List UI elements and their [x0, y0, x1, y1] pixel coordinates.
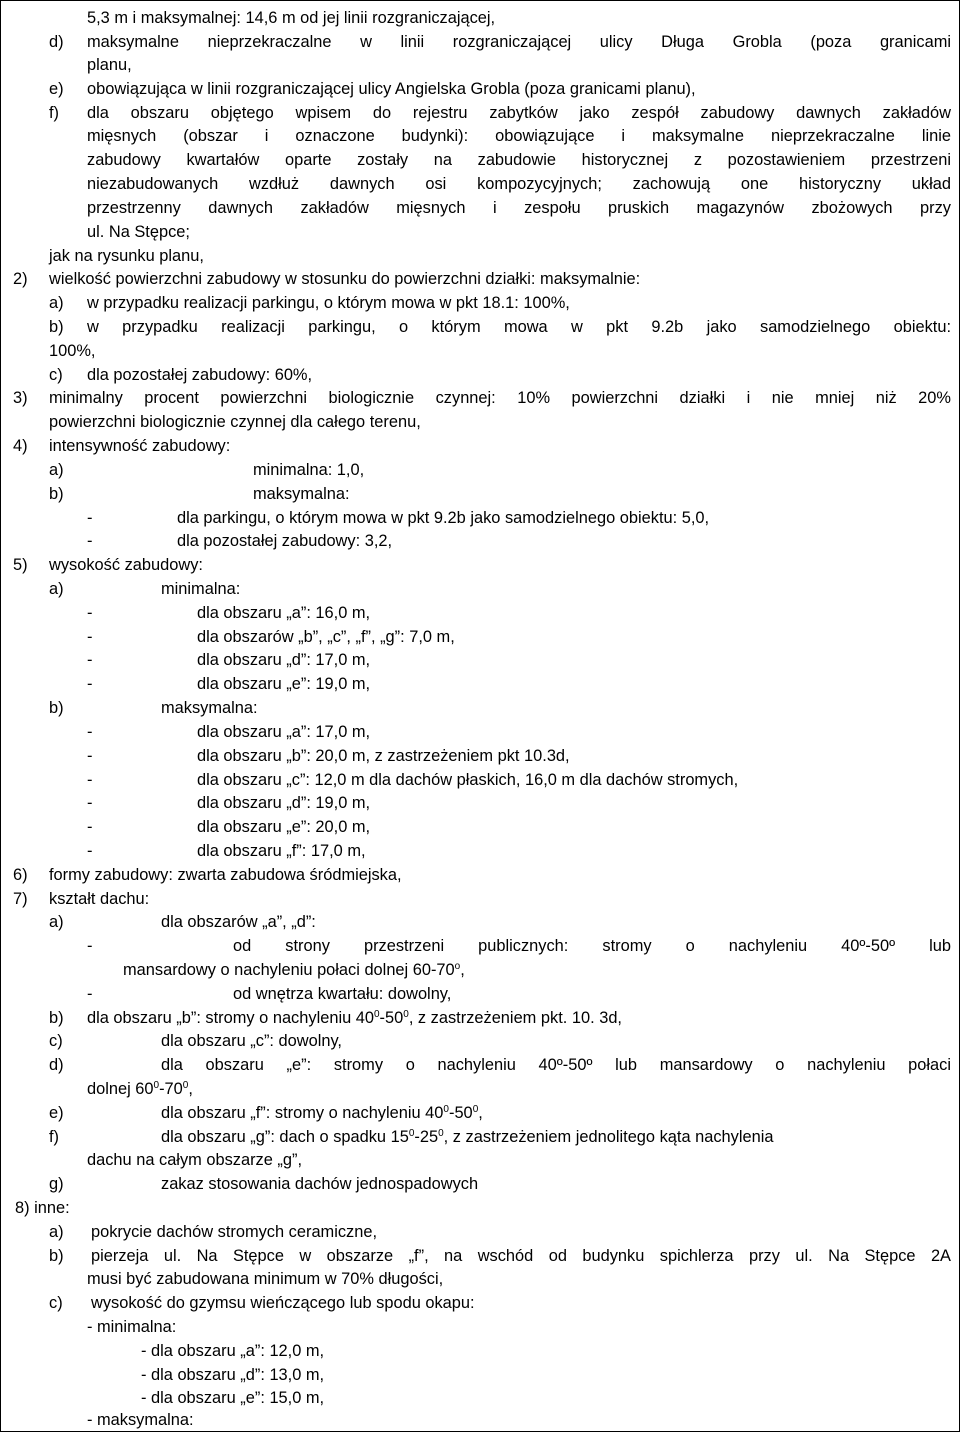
- text-line: w przypadku realizacji parkingu, o którym mowa w pkt 18.1: 100%,: [87, 294, 570, 312]
- text-line: dachu na całym obszarze „g”,: [87, 1151, 302, 1169]
- text-line: wielkość powierzchni zabudowy w stosunku do powierzchni działki: maksymalnie:: [49, 270, 641, 288]
- text-line: powierzchni biologicznie czynnej dla całego terenu,: [49, 413, 421, 431]
- list-marker: a): [49, 294, 64, 312]
- text-line: - dla obszaru „d”: 13,0 m,: [141, 1366, 325, 1384]
- text-line: planu,: [87, 56, 132, 74]
- list-dash: -: [87, 675, 93, 693]
- list-marker: d): [49, 1056, 64, 1074]
- text-line: zakaz stosowania dachów jednospadowych: [161, 1175, 479, 1193]
- list-marker: c): [49, 1032, 63, 1050]
- list-marker: f): [49, 1128, 60, 1146]
- text-line: - maksymalna:: [87, 1411, 194, 1429]
- list-marker: b): [49, 1247, 64, 1265]
- list-dash: -: [87, 747, 93, 765]
- text-line: formy zabudowy: zwarta zabudowa śródmiejska,: [49, 866, 402, 884]
- text-line: dla obszaru „d”: 17,0 m,: [197, 651, 371, 669]
- list-marker: b): [49, 699, 64, 717]
- list-marker: g): [49, 1175, 64, 1193]
- list-dash: -: [87, 651, 93, 669]
- text-line: dla obszarów „a”, „d”:: [161, 913, 316, 931]
- text-line: dla obszaru objętego wpisem do rejestru zabytków jako zespół zabudowy dawnych zakładów: [87, 104, 951, 122]
- text-line: ul. Na Stępce;: [87, 223, 190, 241]
- list-dash: -: [87, 794, 93, 812]
- text-line: dla obszarów „b”, „c”, „f”, „g”: 7,0 m,: [197, 628, 455, 646]
- text-line: - dla obszaru „e”: 15,0 m,: [141, 1389, 325, 1407]
- text-line: intensywność zabudowy:: [49, 437, 231, 455]
- text-line: minimalna: 1,0,: [253, 461, 365, 479]
- list-marker: 4): [13, 437, 28, 455]
- list-marker: e): [49, 1104, 64, 1122]
- list-dash: -: [87, 771, 93, 789]
- text-line: dolnej $60^0-70^0$,: [87, 1080, 193, 1098]
- text-line: - minimalna:: [87, 1318, 177, 1336]
- list-marker: e): [49, 80, 64, 98]
- text-line: w przypadku realizacji parkingu, o którym mowa w pkt 9.2b jako samodzielnego obiektu:: [87, 318, 951, 336]
- text-line: mięsnych (obszar i oznaczone budynki): obowiązujące i maksymalne nieprzekraczalne linie: [87, 127, 951, 145]
- list-marker: 7): [13, 890, 28, 908]
- text-line: dla obszaru „c”: 12,0 m dla dachów płaskich, 16,0 m dla dachów stromych,: [197, 771, 739, 789]
- list-marker: f): [49, 104, 60, 122]
- text-line: maksymalna:: [253, 485, 350, 503]
- list-marker: b): [49, 485, 64, 503]
- text-line: dla obszaru „a”: 17,0 m,: [197, 723, 371, 741]
- list-marker: a): [49, 461, 64, 479]
- text-line: wysokość zabudowy:: [49, 556, 203, 574]
- text-line: zabudowy kwartałów oparte zostały na zabudowie historycznej z pozostawieniem przestrzeni: [87, 151, 951, 169]
- list-marker: d): [49, 33, 64, 51]
- text-line: maksymalna:: [161, 699, 258, 717]
- list-marker: a): [49, 1223, 64, 1241]
- text-line: 8) inne:: [15, 1199, 70, 1217]
- list-dash: -: [87, 818, 93, 836]
- text-line: dla obszaru „e”: stromy o nachyleniu 40º-50º lub mansardowy o nachyleniu połaci: [161, 1056, 951, 1074]
- list-marker: 5): [13, 556, 28, 574]
- text-line: 100%,: [49, 342, 96, 360]
- text-line: dla obszaru „f”: 17,0 m,: [197, 842, 366, 860]
- list-marker: a): [49, 913, 64, 931]
- list-dash: -: [87, 985, 93, 1003]
- list-marker: 3): [13, 389, 28, 407]
- text-line: dla obszaru „a”: 16,0 m,: [197, 604, 371, 622]
- text-line: dla obszaru „f”: stromy o nachyleniu $40^0-50^0$,: [161, 1104, 483, 1122]
- text-line: od strony przestrzeni publicznych: stromy o nachyleniu 40º-50º lub: [233, 937, 951, 955]
- text-line: pierzeja ul. Na Stępce w obszarze „f”, na wschód od budynku spichlerza przy ul. Na Stępce 2A: [91, 1247, 951, 1265]
- list-dash: -: [87, 604, 93, 622]
- text-line: dla obszaru „e”: 20,0 m,: [197, 818, 371, 836]
- text-line: wysokość do gzymsu wieńczącego lub spodu okapu:: [91, 1294, 475, 1312]
- text-line: niezabudowanych wzdłuż dawnych osi kompozycyjnych; zachowują one historyczny układ: [87, 175, 951, 193]
- text-line: przestrzenny dawnych zakładów mięsnych i zespołu pruskich magazynów zbożowych przy: [87, 199, 951, 217]
- text-line: dla obszaru „g”: dach o spadku $15^0-25^0$, z zastrzeżeniem jednolitego kąta nachylenia: [161, 1128, 774, 1146]
- text-line: dla obszaru „e”: 19,0 m,: [197, 675, 371, 693]
- text-line: obowiązująca w linii rozgraniczającej ulicy Angielska Grobla (poza granicami planu),: [87, 80, 696, 98]
- text-line: kształt dachu:: [49, 890, 150, 908]
- text-line: - dla obszaru „a”: 12,0 m,: [141, 1342, 325, 1360]
- list-dash: -: [87, 509, 93, 527]
- list-marker: a): [49, 580, 64, 598]
- list-marker: b): [49, 318, 64, 336]
- list-dash: -: [87, 628, 93, 646]
- list-dash: -: [87, 937, 93, 955]
- text-line: od wnętrza kwartału: dowolny,: [233, 985, 452, 1003]
- text-line: dla obszaru „c”: dowolny,: [161, 1032, 342, 1050]
- text-line: minimalny procent powierzchni biologicznie czynnej: 10% powierzchni działki i nie mniej niż 20%: [49, 389, 951, 407]
- text-line: mansardowy o nachyleniu połaci dolnej 60-70$^o$,: [123, 961, 465, 979]
- text-line: dla obszaru „b”: 20,0 m, z zastrzeżeniem pkt 10.3d,: [197, 747, 570, 765]
- list-marker: 6): [13, 866, 28, 884]
- text-line: dla obszaru „b”: stromy o nachyleniu $40^0-50^0$, z zastrzeżeniem pkt. 10. 3d,: [87, 1009, 622, 1027]
- text-line: minimalna:: [161, 580, 241, 598]
- list-dash: -: [87, 532, 93, 550]
- list-marker: b): [49, 1009, 64, 1027]
- list-marker: c): [49, 366, 63, 384]
- list-marker: c): [49, 1294, 63, 1312]
- text-line: dla parkingu, o którym mowa w pkt 9.2b jako samodzielnego obiektu: 5,0,: [177, 509, 710, 527]
- text-line: 5,3 m i maksymalnej: 14,6 m od jej linii rozgraniczającej,: [87, 9, 496, 27]
- list-dash: -: [87, 723, 93, 741]
- text-line: dla pozostałej zabudowy: 60%,: [87, 366, 313, 384]
- list-dash: -: [87, 842, 93, 860]
- text-line: pokrycie dachów stromych ceramiczne,: [91, 1223, 378, 1241]
- text-line: jak na rysunku planu,: [49, 247, 204, 265]
- list-marker: 2): [13, 270, 28, 288]
- text-line: dla pozostałej zabudowy: 3,2,: [177, 532, 393, 550]
- text-line: dla obszaru „d”: 19,0 m,: [197, 794, 371, 812]
- text-line: musi być zabudowana minimum w 70% długości,: [87, 1270, 444, 1288]
- text-line: maksymalne nieprzekraczalne w linii rozgraniczającej ulicy Długa Grobla (poza granicami: [87, 33, 951, 51]
